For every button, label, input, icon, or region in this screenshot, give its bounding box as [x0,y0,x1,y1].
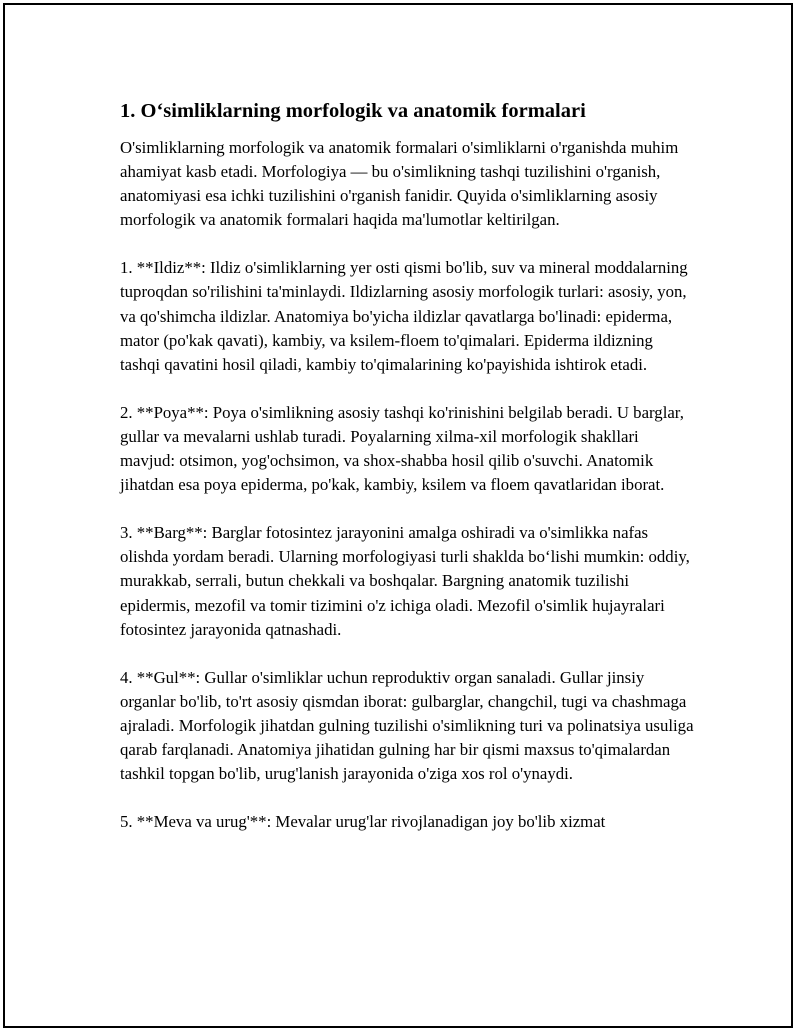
paragraph-root: 1. **Ildiz**: Ildiz o'simliklarning yer osti qismi bo'lib, suv va mineral moddalarning tuproqdan so'rilishini ta'minlaydi. Ildizlarning asosiy morfologik turlari: asosiy, yon, va qo'shimcha ildizlar. Anatomiya bo'yicha ildizlar qavatlarga bo'linadi: epiderma, mator (po'kak qavati), kambiy, va ksilem-floem to'qimalari. Epiderma ildizning tashqi qavatini hosil qiladi, kambiy to'qimalarining ko'payishida ishtirok etadi. [120,258,688,374]
intro-paragraph: O'simliklarning morfologik va anatomik formalari o'simliklarni o'rganishda muhim ahamiyat kasb etadi. Morfologiya — bu o'simlikning tashqi tuzilishini o'rganish, anatomiyasi esa ichki tuzilishini o'rganish fanidir. Quyida o'simliklarning asosiy morfologik va anatomik formalari haqida ma'lumotlar keltirilgan. [120,138,679,230]
paragraph-leaf: 3. **Barg**: Barglar fotosintez jarayonini amalga oshiradi va o'simlikka nafas olishda yordam beradi. Ularning morfologiyasi turli shaklda bo‘lishi mumkin: oddiy, murakkab, serrali, butun chekkali va boshqalar. Bargning anatomik tuzilishi epidermis, mezofil va tomir tizimini o'z ichiga oladi. Mezofil o'simlik hujayralari fotosintez jarayonida qatnashadi. [120,523,690,639]
paragraph-stem: 2. **Poya**: Poya o'simlikning asosiy tashqi ko'rinishini belgilab beradi. U barglar, gullar va mevalarni ushlab turadi. Poyalarning xilma-xil morfologik shakllari mavjud: otsimon, yog'ochsimon, va shox-shabba hosil qilib o'suvchi. Anatomik jihatdan esa poya epiderma, po'kak, kambiy, ksilem va floem qavatlaridan iborat. [120,402,684,495]
paragraph-fruit-seed: 5. **Meva va urug'**: Mevalar urug'lar rivojlanadigan joy bo'lib xizmat [120,812,606,832]
paragraph-flower: 4. **Gul**: Gullar o'simliklar uchun reproduktiv organ sanaladi. Gullar jinsiy organlar bo'lib, to'rt asosiy qismdan iborat: gulbarglar, changchil, tugi va chashmaga ajraladi. Morfologik jihatdan gulning tuzilishi o'simlikning turi va polinatsiya usuliga qarab farqlanadi. Anatomiya jihatidan gulning har bir qismi maxsus to'qimalardan tashkil topgan bo'lib, urug'lanish jarayonida o'ziga xos rol o'ynaydi. [120,667,694,784]
page-frame [3,3,793,1028]
document-body [120,97,695,858]
section-heading: 1. O‘simliklarning morfologik va anatomik formalari [120,100,586,122]
